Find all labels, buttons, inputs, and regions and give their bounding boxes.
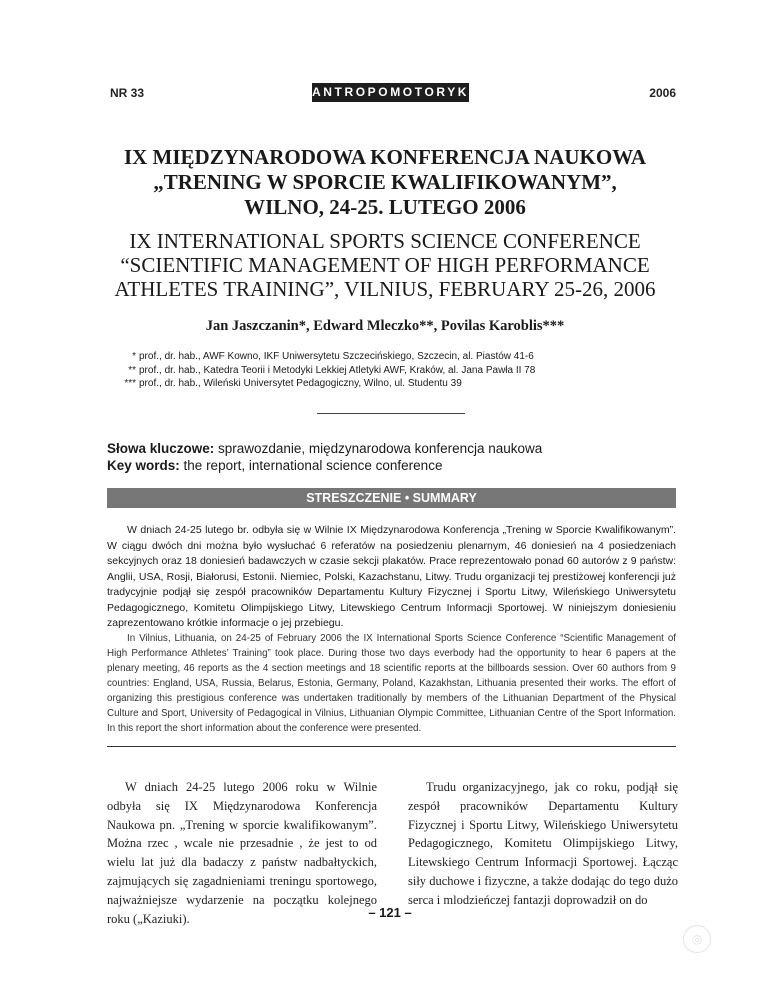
journal-name-banner: ANTROPOMOTORYKA: [312, 83, 469, 102]
title-english-line: ATHLETES TRAINING”, VILNIUS, FEBRUARY 25-26, 2006: [114, 277, 656, 301]
summary-heading: STRESZCZENIE • SUMMARY: [107, 488, 676, 508]
affiliation-item: [112, 364, 535, 378]
affiliation-mark: ***: [124, 378, 136, 389]
page-number: – 121 –: [368, 905, 412, 920]
watermark-logo: ◎: [683, 925, 711, 953]
affiliation-text: prof., dr. hab., Katedra Teorii i Metodyki Lekkiej Atletyki AWF, Kraków, al. Jana Pawła II 78: [139, 364, 536, 376]
section-divider: [317, 413, 465, 414]
abstract-english: In Vilnius, Lithuania, on 24-25 of February 2006 the IX International Sports Science Conference “Scientific Management of High Performance Athletes’ Training” took place. During those two days everbody had the opportunity to hear 6 papers at the plenary meeting, 46 reports as the 4 section meetings and 18 scientific reports at the billboards session. Over 60 authors from 9 countries: England, USA, Russia, Belarus, Estonia, Germany, Poland, Kazakhstan, Lithuania presented their works. The effort of organizing this prestigious conference was undertaken traditionally by members of the Lithuanian Department of the Physical Culture and Sport, University of Pedagogical in Vilnius, Lithuanian Olympic Committee, Lithuanian Centre of the Sport Information. In this report the short information about the conference were presented.: [107, 633, 676, 734]
affiliations: [112, 350, 535, 391]
abstract-divider: [107, 746, 676, 747]
affiliation-item: [112, 350, 535, 364]
title-polish-line: „TRENING W SPORCIE KWALIFIKOWANYM”,: [153, 170, 617, 194]
keywords-block: [107, 440, 542, 474]
abstract-polish: W dniach 24-25 lutego br. odbyła się w Wilnie IX Międzynarodowa Konferencja „Trening w Sporcie Kwalifikowanym”. W ciągu dwóch dni można było wysłuchać 6 referatów na posiedzeniu plenarnym, 46 doniesień na 4 posiedzeniach sekcyjnych oraz 18 doniesień badawczych w czasie sekcji plakatów. Prace reprezentowało ponad 60 autorów z 9 państw: Anglii, USA, Rosji, Białorusi, Estonii. Niemiec, Polski, Kazachstanu, Litwy. Trudu organizacji tej prestiżowej konferencji już tradycyjnie podjął się zespół pracowników Departamentu Kultury Fizycznej i Sportu Litwy, Wileńskiego Uniwersytetu Pedagogicznego, Komitetu Olimpijskiego Litwy, Litewskiego Centrum Informacji Sportowej. W niniejszym doniesieniu zaprezentowano krótkie informacje o jej przebiegu.: [107, 524, 676, 629]
title-polish-line: WILNO, 24-25. LUTEGO 2006: [244, 195, 526, 219]
affiliation-mark: **: [128, 364, 136, 376]
body-column-right: Trudu organizacyjnego, jak co roku, podjął się zespół pracowników Departamentu Kultury Fizycznej i Sportu Litwy, Wileńskiego Uniwersytetu Pedagogicznego, Komitetu Olimpijskiego Litwy, Litewskiego Centrum Informacji Sportowej. Łącząc siły duchowe i fizyczne, a także dodając do tego dużo serca i mlodzieńczej fantazji doprowadził on do: [408, 780, 678, 907]
keywords-english: [107, 457, 542, 474]
affiliation-text: prof., dr. hab., Wileński Universytet Pedagogiczny, Wilno, ul. Studentu 39: [139, 378, 462, 389]
keywords-english-text: the report, international science conference: [183, 458, 443, 473]
title-english-line: “SCIENTIFIC MANAGEMENT OF HIGH PERFORMANCE: [120, 253, 650, 277]
issue-year: 2006: [649, 86, 676, 100]
keywords-polish: [107, 440, 542, 457]
author-list: Jan Jaszczanin*, Edward Mleczko**, Povilas Karoblis***: [205, 318, 565, 334]
body-column-left: W dniach 24-25 lutego 2006 roku w Wilnie odbyła się IX Międzynarodowa Konferencja Naukowa pn. „Trening w sporcie kwalifikowanym”. Można rzec , wcale nie przesadnie , że jest to od wielu lat już dla badaczy z państw nadbałtyckich, zajmujących się zagadnieniami treningu sportowego, najważniejsze wydarzenie na początku kolejnego roku („Kaziuki).: [107, 780, 377, 926]
affiliation-text: prof., dr. hab., AWF Kowno, IKF Uniwersytetu Szczecińskiego, Szczecin, al. Piastów 41-6: [139, 351, 534, 362]
issue-number: NR 33: [110, 86, 145, 100]
title-polish-line: IX MIĘDZYNARODOWA KONFERENCJA NAUKOWA: [123, 145, 647, 169]
keywords-english-label: Key words:: [107, 458, 180, 473]
keywords-polish-label: Słowa kluczowe:: [107, 441, 215, 456]
title-polish: [80, 145, 690, 220]
keywords-polish-text: sprawozdanie, międzynarodowa konferencja naukowa: [218, 441, 543, 456]
title-english: [80, 229, 690, 301]
title-english-line: IX INTERNATIONAL SPORTS SCIENCE CONFERENCE: [129, 229, 641, 253]
affiliation-item: [112, 377, 535, 391]
affiliation-mark: *: [132, 351, 136, 362]
